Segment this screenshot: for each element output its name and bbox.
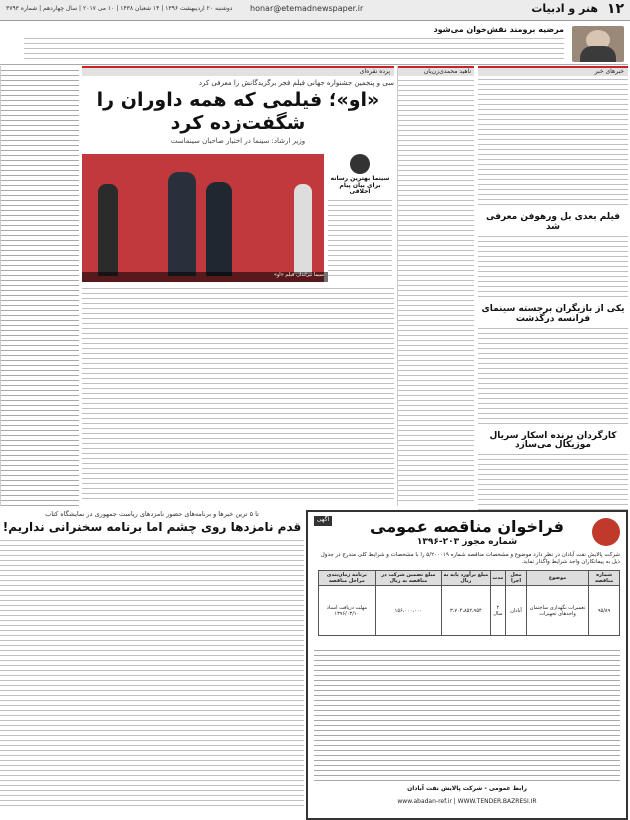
td-3: آبادان [506,586,527,636]
author-text [398,80,474,505]
section-tag: پرده نقره‌ای [82,66,394,76]
top-banner [0,22,628,65]
right-column [478,66,628,506]
banner-title: مرضیه برومند نقش‌خوان می‌شود [433,25,564,34]
th-4: مدت [490,571,505,586]
td-7: مهلت دریافت اسناد ۱۳۹۶/۰۳/۱۰ [319,586,376,636]
date-line: دوشنبه ۲۰ اردیبهشت ۱۳۹۶ | ۱۴ شعبان ۱۴۳۸ | ۱۰ می ۲۰۱۷ | سال چهاردهم | شماره ۳۷۹۳ [6,5,233,12]
bottom-story [0,510,304,816]
bottom-story-text [0,540,304,810]
page-number: ۱۲ [606,1,624,17]
headline-line-2: شگفت‌زده کرد [170,111,306,134]
author-name: ناهید محمدی‌زن‌یان [398,66,474,76]
subtitle: وزیر ارشاد: سینما در اختیار صاحبان سینماست [170,136,306,145]
bottom-kicker: تا ۵ ترین خبرها و برنامه‌های حضور نامزدهای ریاست جمهوری در نمایشگاه کتاب [45,510,259,518]
side-quote [328,154,392,282]
headline-line-1: «او»؛ فیلمی که همه داوران را [96,89,380,111]
main-story-text [82,288,394,502]
portrait-photo [572,26,624,62]
th-6: مبلغ تضمین شرکت در مناقصه به ریال [375,571,441,586]
tender-subtitle: شماره مجوز ۲۰۳-۱۳۹۶ [416,537,518,547]
banner-text [24,38,564,62]
brief-headline-1: فیلم بعدی بل ورهوفن معرفی شد [485,212,621,232]
page-header [0,0,630,21]
td-5: ۳،۷۰۴،۸۵۲،۹۵۴ [442,586,491,636]
tender-table [318,570,620,636]
left-column-text [0,66,79,506]
brief-text-4 [478,454,628,514]
tender-footer-1: رابط عمومی - شرکت پالایش نفت آبادان [407,785,527,792]
tender-title: فراخوان مناقصه عمومی [370,517,564,536]
ad-badge: آگهی [314,516,332,526]
awards-photo [82,154,324,282]
brief-text-3 [478,328,628,428]
td-4: ۲ سال [490,586,505,636]
th-7: برنامه زمان‌بندی مراحل مناقصه [319,571,376,586]
website: honar@etemadnewspaper.ir [250,4,364,13]
th-5: مبلغ برآورد پایه به ریال [443,572,489,584]
tender-intro: شرکت پالایش نفت آبادان در نظر دارد موضوع و مشخصات مناقصه شماره ۵/۲۰۰۰۱۹ را با مشخصات و شرایط کلی مندرج در جدول ذیل به پیمانکاران واجد شرایط واگذار نماید. [320,552,620,566]
td-6: ۱۵۶،۰۰۰،۰۰۰ [375,586,441,636]
tender-footer-2: www.abadan-ref.ir | WWW.TENDER.BAZRESI.IR [397,798,537,805]
company-logo [592,518,620,546]
brief-headline-2: یکی از بازیگران برجسته سینمای فرانسه درگذشت [481,303,625,324]
brief-text-1 [478,79,628,209]
brief-text-2 [478,236,628,301]
section-title: هنر و ادبیات [531,2,598,15]
brief-label: خبرهای خبر [478,66,628,76]
th-1: شماره مناقصه [589,571,620,586]
photo-caption: سیما تیرانداز، فیلم «او» [82,272,328,282]
author-column [397,66,474,506]
brief-headline-3: کارگردان برنده اسکار سریال موزیکال می‌سازد [489,430,617,451]
kicker: سی و پنجمین جشنواره جهانی فیلم فجر برگزیدگانش را معرفی کرد [198,79,394,87]
th-2: موضوع [526,571,588,586]
bottom-headline: قدم نامزدها روی چشم اما برنامه سخنرانی نداریم! [2,520,302,534]
td-1: ۹۵/۸۹ [589,586,620,636]
th-3: محل اجرا [506,571,527,586]
td-2: تعمیرات نگهداری ساختمان واحدهای تجهیزات [526,586,588,636]
quote-body [328,200,392,280]
main-story [82,66,394,506]
tender-conditions [314,650,620,782]
quote-text: سینما بهترین رسانه برای بیان پیام اخلاقی [330,175,390,196]
tender-ad [306,510,628,820]
